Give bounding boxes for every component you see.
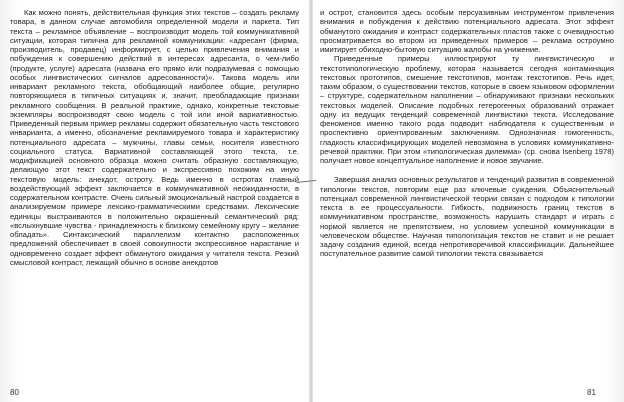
book-gutter [309,0,313,402]
right-paragraph-1: и острот, становится здесь особым персуазивным инструментом привлечения внимания и побуждения к действию потенциального адресата. Этот эффект обманутого ожидания и контраст содержательных пластов также с очевидностью просматривается во втором из приведенных примеров – реклама остроумно имитирует обиходно-бытовую ситуацию жалобы на унижение. [320,8,614,54]
paragraph-gap [320,165,614,175]
right-paragraph-3: Завершая анализ основных результатов и тенденций развития в современной типологии текстов, повторим еще раз ключевые суждения. Объяснительный потенциал современной лингвистической теории связан с подходом к типологии текста в ее процессуальности. Гибкость, подвижность границ текстов в коммуникативном пространстве, возможность нарушить стандарт и играть с нормой является не препятствием, но условием успешной коммуникации в человеческом обществе. Научная типологизация текстов не ставит и не решает задачу создания единой, всегда непротиворечивой классификации. Дальнейшее поступательное развитие самой типологии текста связывается [320,175,614,259]
pencil-mark [296,172,317,183]
right-paragraph-2: Приведенные примеры иллюстрируют ту лингвистическую и текстотипологическую проблему, которая называется сегодня контаминация текстовых прототипов, смешение текстотипов, монтаж текстотипов. Речь идет, таким образом, о существовании текстов, которые в своем языковом оформлении – структуре, содержательном наполнении – обнаруживают признаки нескольких текстовых моделей. Описание подобных гетерогенных образований отражает одну из ведущих тенденций современной лингвистики текста. Исследование феноменов именно такого рода подводит наблюдателя к существенным и проспективно ориентированным заключениям. Однозначная гомогенность, гладкость классифицирующих моделей невозможна в условиях коммуникативно-речевой практики. При этом «типологическая дилемма» (ср. снова Isenberg 1978) получает новое концептуальное наполнение и новое звучание. [320,54,614,165]
right-page [320,8,614,394]
page-number-left: 80 [10,388,19,397]
left-paragraph-1: Как можно понять, действительная функция этих текстов – создать рекламу товара, в данном случае автомобиля определенной модели и паркета. Тип текста – рекламное объявление – воспроизводит модель той коммуникативной ситуации, которая типична для рекламной коммуникации: «адресант (фирма, производитель, продавец) информирует, с целью привлечения внимания и побуждения к совершению действий в интересах адресанта, о чем-либо (продукте, услуге) адресата (названа его прямо или подразумевая с помощью особых лингвистических сигналов адресованности)». Такова модель или инвариант рекламного текста, обобщающий наиболее общие, регулярно повторяющиеся в типичных ситуациях и, значит, преобладающие признаки рекламного сообщения. В реальной практике, однако, конкретные текстовые экземпляры воспроизводят свою модель с той или иной вариативностью. Приведенный первым пример рекламы содержит обязательную часть текстового инварианта, а именно, обозначение рекламируемого товара и характеристику потенциального адресата – мужчины, главы семьи, носителя известного социального статуса. Вариативной составляющей этого текста, т.е. модификацией основного образца можно считать образную составляющую, делающую этот текст содержательно и экспрессивно похожим на иную текстовую модель: анекдот, остроту. Ведь именно в остротах главный воздействующий эффект заключается в коммуникативной неожиданности, в содержательном контрасте. Очень сильный эмоциональный настрой создается в анализируемом примере лексико-грамматическими средствами. Лексические единицы выстраиваются в положительно окрашенный семантический ряд: «вслыхнувшие чувства - принадлежность к близкому семейному кругу – желание обладать». Синтаксический параллелизм контактно расположенных предложений обеспечивает в своей совокупности экспрессивное нарастание и одновременно создает эффект обманутого ожидания у читателя текста. Резкий смысловой контраст, лежащий обычно в основе анекдотов [10,8,299,267]
left-page [10,8,299,394]
page-number-right: 81 [587,388,596,397]
